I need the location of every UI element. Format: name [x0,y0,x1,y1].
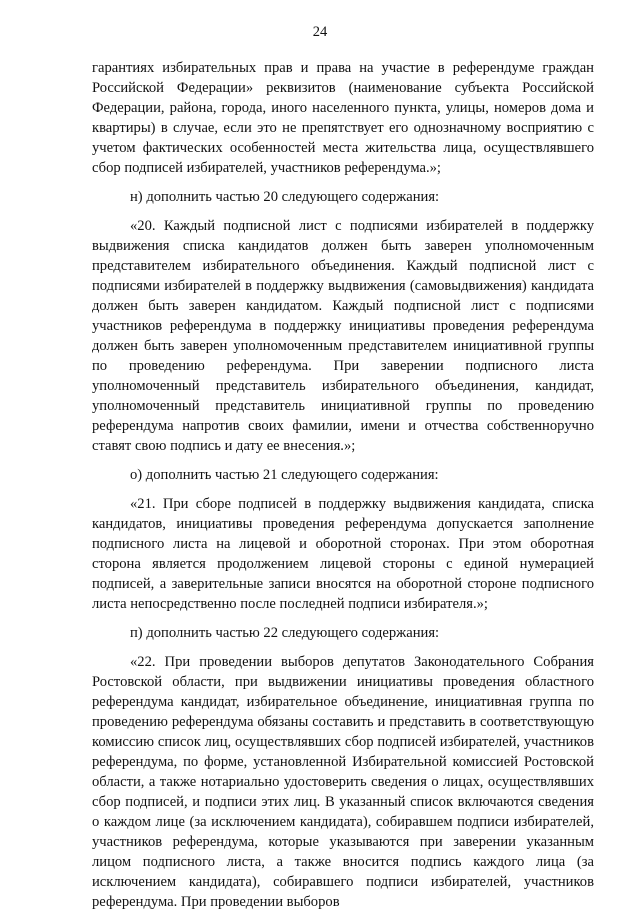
paragraph-clause-20: «20. Каждый подписной лист с подписями избирателей в поддержку выдвижения списка кандидатов должен быть заверен уполномоченным представителем избирательного объединения. Каждый подписной лист с подписями избирателей в поддержку выдвижения (самовыдвижения) кандидата должен быть заверен кандидатом. Каждый подписной лист с подписями участников референдума в поддержку инициативы проведения референдума должен быть заверен уполномоченным представителем инициативной группы по проведению референдума. При заверении подписного листа уполномоченный представитель избирательного объединения, кандидат, уполномоченный представитель инициативной группы по проведению референдума напротив своих фамилии, имени и отчества собственноручно ставят свою подпись и дату ее внесения.»; [92,218,594,454]
paragraph-clause-21: «21. При сборе подписей в поддержку выдвижения кандидата, списка кандидатов, инициативы проведения референдума допускается заполнение подписного листа на лицевой и оборотной сторонах. При этом оборотная сторона является продолжением лицевой стороны с единой нумерацией подписей, а заверительные записи вносятся на оборотной стороне подписного листа непосредственно после последней подписи избирателя.»; [92,496,594,612]
document-body [92,58,594,921]
paragraph-clause-22: «22. При проведении выборов депутатов Законодательного Собрания Ростовской области, при выдвижении инициативы проведения областного референдума кандидат, избирательное объединение, инициативная группа по проведению референдума обязаны составить и представить в соответствующую комиссию список лиц, осуществлявших сбор подписей избирателей, участников референдума, по форме, установленной Избирательной комиссией Ростовской области, а также нотариально удостоверить сведения о лицах, осуществлявших сбор подписей, и подписи этих лиц. В указанный список включаются сведения о каждом лице (за исключением кандидата), собиравшем подписи избирателей, участников референдума, которые указываются при заверении указанным лицом подписного листа, а также вносится подпись каждого лица (за исключением кандидата), собиравшего подписи избирателей, участников референдума. При проведении выборов [92,654,594,910]
paragraph-instruction-21: о) дополнить частью 21 следующего содержания: [130,467,439,483]
page-number: 24 [312,24,328,40]
paragraph-instruction-20: н) дополнить частью 20 следующего содержания: [130,189,440,205]
paragraph-continuation: гарантиях избирательных прав и права на участие в референдуме граждан Российской Федерации» реквизитов (наименование субъекта Российской Федерации, района, города, иного населенного пункта, улицы, номеров дома и квартиры) в случае, если это не препятствует его однозначному восприятию с учетом фактических особенностей места жительства лица, осуществлявшего сбор подписей избирателей, участников референдума.»; [92,60,594,176]
paragraph-instruction-22: п) дополнить частью 22 следующего содержания: [130,625,440,641]
